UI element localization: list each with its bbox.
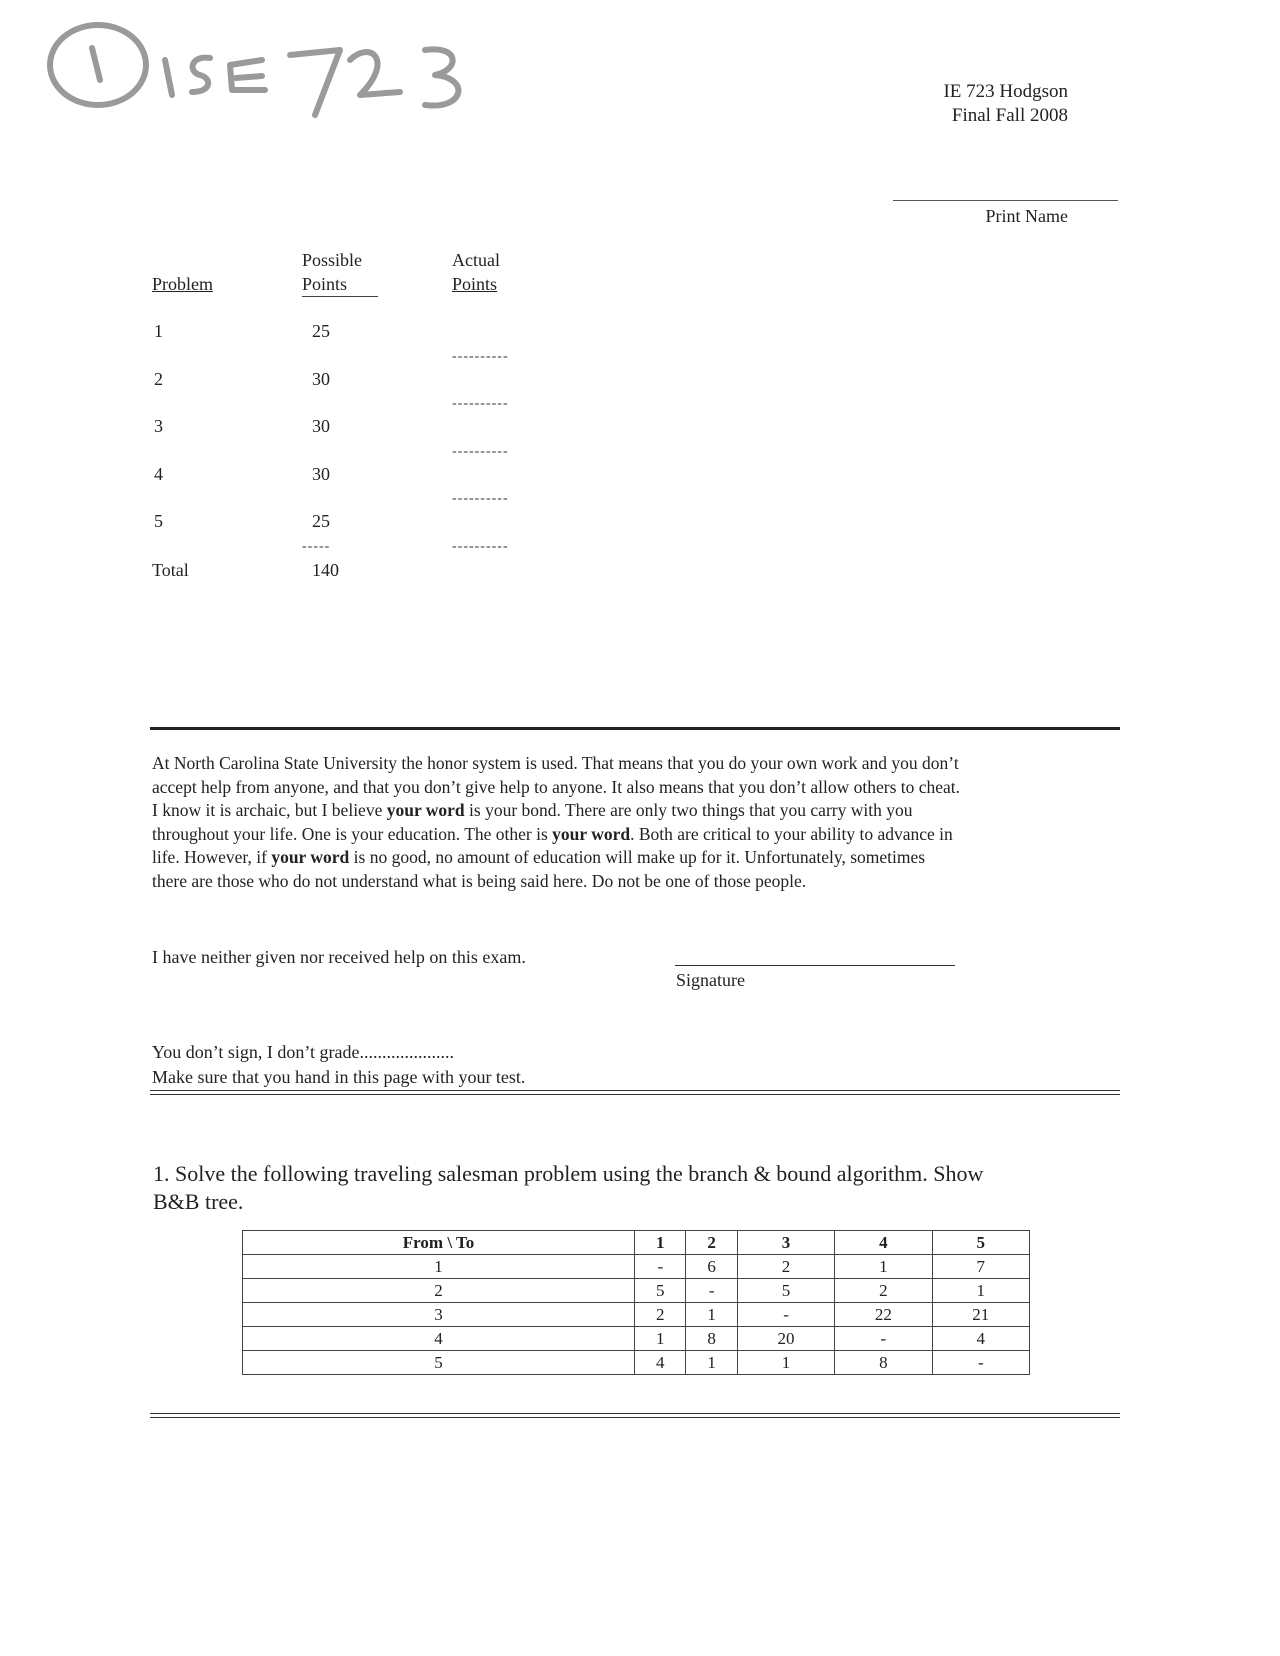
course-info [943, 80, 1068, 128]
table-cell: 8 [686, 1327, 737, 1351]
table-header-row [243, 1231, 1030, 1255]
double-rule [150, 1090, 1120, 1095]
table-cell: 1 [835, 1255, 932, 1279]
possible-points: 30 [312, 416, 330, 436]
table-cell: 4 [635, 1351, 686, 1375]
table-cell: 3 [243, 1303, 635, 1327]
signature-label: Signature [676, 970, 745, 990]
table-cell: 7 [932, 1255, 1029, 1279]
table-header-cell: 1 [635, 1231, 686, 1255]
table-cell: 1 [635, 1327, 686, 1351]
table-cell: 2 [737, 1255, 834, 1279]
table-cell: 6 [686, 1255, 737, 1279]
table-row [243, 1255, 1030, 1279]
problem-number: 5 [154, 511, 163, 531]
table-cell: 5 [243, 1351, 635, 1375]
sum-rule: ----- [302, 539, 331, 554]
actual-points-header: Actual Points [452, 250, 500, 294]
table-cell: 2 [243, 1279, 635, 1303]
table-cell: 21 [932, 1303, 1029, 1327]
actual-points-blank[interactable]: ---------- [452, 349, 509, 364]
possible-points: 30 [312, 369, 330, 389]
table-cell: - [686, 1279, 737, 1303]
handwritten-note [40, 20, 480, 120]
table-cell: 8 [835, 1351, 932, 1375]
double-rule [150, 1413, 1120, 1418]
course-title: IE 723 Hodgson [943, 81, 1068, 102]
table-cell: 2 [635, 1303, 686, 1327]
table-cell: 5 [737, 1279, 834, 1303]
tsp-cost-matrix [242, 1230, 1030, 1375]
table-cell: 4 [932, 1327, 1029, 1351]
table-cell: 1 [243, 1255, 635, 1279]
table-cell: - [835, 1327, 932, 1351]
table-header-cell: From \ To [243, 1231, 635, 1255]
honor-statement: At North Carolina State University the honor system is used. That means that you do your own work and you don’t accept help from anyone, and that you don’t give help to anyone. It also means that you don’t allow others to cheat. I know it is archaic, but I believe your word is your bond. There are only two things that you carry with you throughout your life. One is your education. The other is your word. Both are critical to your ability to advance in life. However, if your word is no good, no amount of education will make up for it. Unfortunately, sometimes there are those who do not understand what is being said here. Do not be one of those people. [152, 753, 961, 891]
table-header-cell: 2 [686, 1231, 737, 1255]
table-cell: 1 [932, 1279, 1029, 1303]
possible-points: 25 [312, 321, 330, 341]
table-cell: 5 [635, 1279, 686, 1303]
problem-statement: 1. Solve the following traveling salesman problem using the branch & bound algorithm. Show B&B tree. [153, 1161, 984, 1214]
table-cell: - [932, 1351, 1029, 1375]
print-name-label: Print Name [985, 206, 1068, 226]
possible-points: 30 [312, 464, 330, 484]
possible-points: 25 [312, 511, 330, 531]
table-cell: - [635, 1255, 686, 1279]
possible-points-header: Possible Points [302, 248, 378, 297]
total-label: Total [152, 560, 189, 580]
problem-number: 1 [154, 321, 163, 341]
table-cell: - [737, 1303, 834, 1327]
problem-number: 3 [154, 416, 163, 436]
actual-points-blank[interactable]: ---------- [452, 444, 509, 459]
table-cell: 22 [835, 1303, 932, 1327]
problem-header: Problem [152, 274, 213, 294]
table-header-cell: 3 [737, 1231, 834, 1255]
total-points: 140 [312, 560, 339, 580]
problem-number: 2 [154, 369, 163, 389]
table-cell: 4 [243, 1327, 635, 1351]
signature-line[interactable] [675, 965, 955, 966]
table-row [243, 1327, 1030, 1351]
table-header-cell: 4 [835, 1231, 932, 1255]
actual-points-blank[interactable]: ---------- [452, 491, 509, 506]
section-divider [150, 727, 1120, 730]
table-row [243, 1279, 1030, 1303]
table-cell: 1 [737, 1351, 834, 1375]
pledge-text: I have neither given nor received help on this exam. [152, 947, 526, 967]
exam-term: Final Fall 2008 [951, 105, 1068, 126]
table-header-cell: 5 [932, 1231, 1029, 1255]
table-cell: 1 [686, 1303, 737, 1327]
problem-number: 4 [154, 464, 163, 484]
table-row [243, 1351, 1030, 1375]
table-row [243, 1303, 1030, 1327]
table-cell: 20 [737, 1327, 834, 1351]
table-cell: 2 [835, 1279, 932, 1303]
grading-warning: You don’t sign, I don’t grade..................... Make sure that you hand in this page with your test. [152, 1042, 526, 1087]
actual-points-blank[interactable]: ---------- [452, 396, 509, 411]
actual-points-blank[interactable]: ---------- [452, 539, 509, 554]
print-name-line[interactable] [893, 200, 1118, 201]
table-cell: 1 [686, 1351, 737, 1375]
